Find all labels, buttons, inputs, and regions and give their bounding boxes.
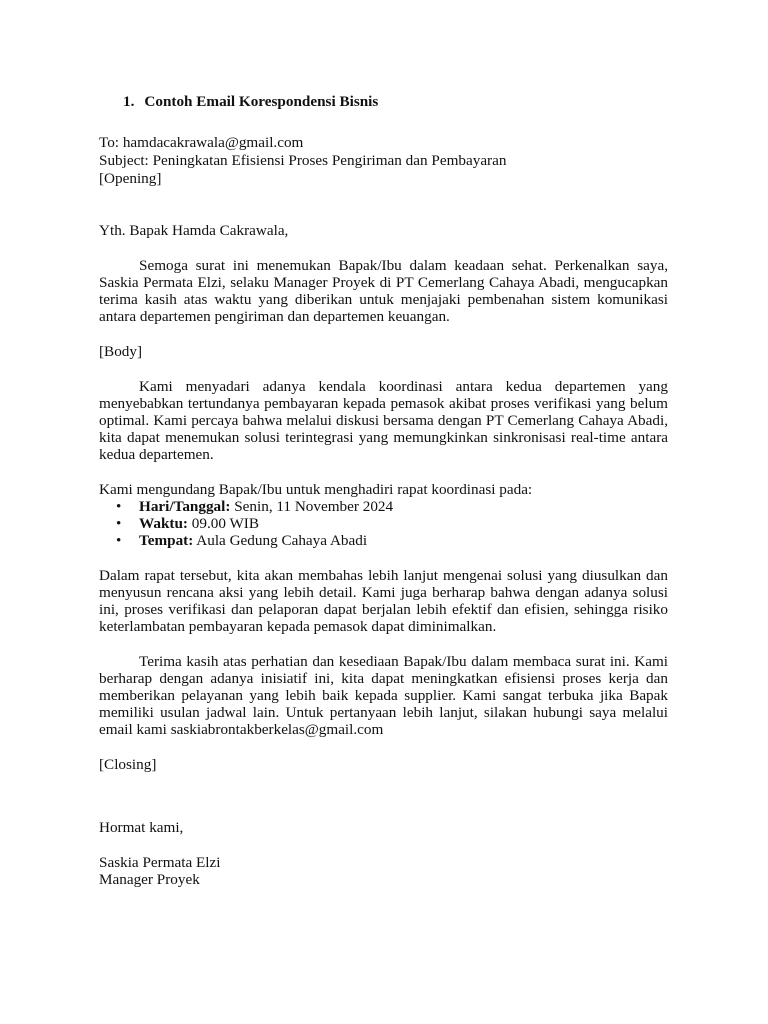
- agenda-label: Waktu:: [139, 515, 188, 532]
- email-to-line: To: hamdacakrawala@gmail.com: [99, 134, 304, 151]
- sender-name: Saskia Permata Elzi: [99, 854, 221, 871]
- email-subject-line: Subject: Peningkatan Efisiensi Proses Pengiriman dan Pembayaran: [99, 152, 507, 169]
- bullet-icon: •: [116, 498, 122, 515]
- invite-lead: Kami mengundang Bapak/Ibu untuk menghadiri rapat koordinasi pada:: [99, 481, 533, 498]
- agenda-label: Hari/Tanggal:: [139, 498, 231, 515]
- thanks-paragraph: Terima kasih atas perhatian dan kesediaan Bapak/Ibu dalam membaca surat ini. Kami berharap dengan adanya inisiatif ini, kita dapat meningkatkan efisiensi proses kerja dan memberikan pelayanan yang lebih baik kepada supplier. Kami sangat terbuka jika Bapak memiliki usulan jadwal lain. Untuk pertanyaan lebih lanjut, silakan hubungi saya melalui email kami saskiabrontakberkelas@gmail.com: [99, 653, 668, 738]
- bullet-icon: •: [116, 515, 122, 532]
- agenda-list: [99, 498, 668, 549]
- bullet-icon: •: [116, 532, 122, 549]
- agenda-label: Tempat:: [139, 532, 194, 549]
- section-heading: [123, 92, 668, 111]
- opening-marker: [Opening]: [99, 170, 162, 187]
- heading-title: Contoh Email Korespondensi Bisnis: [144, 93, 379, 110]
- agenda-value: 09.00 WIB: [187, 515, 259, 532]
- agenda-item-time: [116, 515, 668, 532]
- document-page: [99, 92, 668, 888]
- body-paragraph: Kami menyadari adanya kendala koordinasi antara kedua departemen yang menyebabkan tertundanya pembayaran kepada pemasok akibat proses verifikasi yang belum optimal. Kami percaya bahwa melalui diskusi bersama dengan PT Cemerlang Cahaya Abadi, kita dapat menemukan solusi terintegrasi yang memungkinkan sinkronisasi real-time antara kedua departemen.: [99, 378, 668, 463]
- sign-off: Hormat kami,: [99, 819, 184, 836]
- heading-number: 1.: [123, 93, 135, 110]
- salutation: Yth. Bapak Hamda Cakrawala,: [99, 222, 289, 239]
- opening-paragraph: Semoga surat ini menemukan Bapak/Ibu dalam keadaan sehat. Perkenalkan saya, Saskia Permata Elzi, selaku Manager Proyek di PT Cemerlang Cahaya Abadi, mengucapkan terima kasih atas waktu yang diberikan untuk menjajaki pembenahan sistem komunikasi antara departemen pengiriman dan departemen keuangan.: [99, 257, 668, 325]
- agenda-item-date: [116, 498, 668, 515]
- agenda-value: Senin, 11 November 2024: [230, 498, 394, 515]
- agenda-item-place: [116, 532, 668, 549]
- sender-title: Manager Proyek: [99, 871, 200, 888]
- body-marker: [Body]: [99, 343, 143, 360]
- closing-marker: [Closing]: [99, 756, 157, 773]
- meeting-paragraph: Dalam rapat tersebut, kita akan membahas lebih lanjut mengenai solusi yang diusulkan dan menyusun rencana aksi yang lebih detail. Kami juga berharap bahwa dengan adanya solusi ini, proses verifikasi dan pelaporan dapat berjalan lebih efektif dan efisien, sehingga risiko keterlambatan pembayaran kepada pemasok dapat diminimalkan.: [99, 567, 668, 635]
- agenda-value: Aula Gedung Cahaya Abadi: [193, 532, 368, 549]
